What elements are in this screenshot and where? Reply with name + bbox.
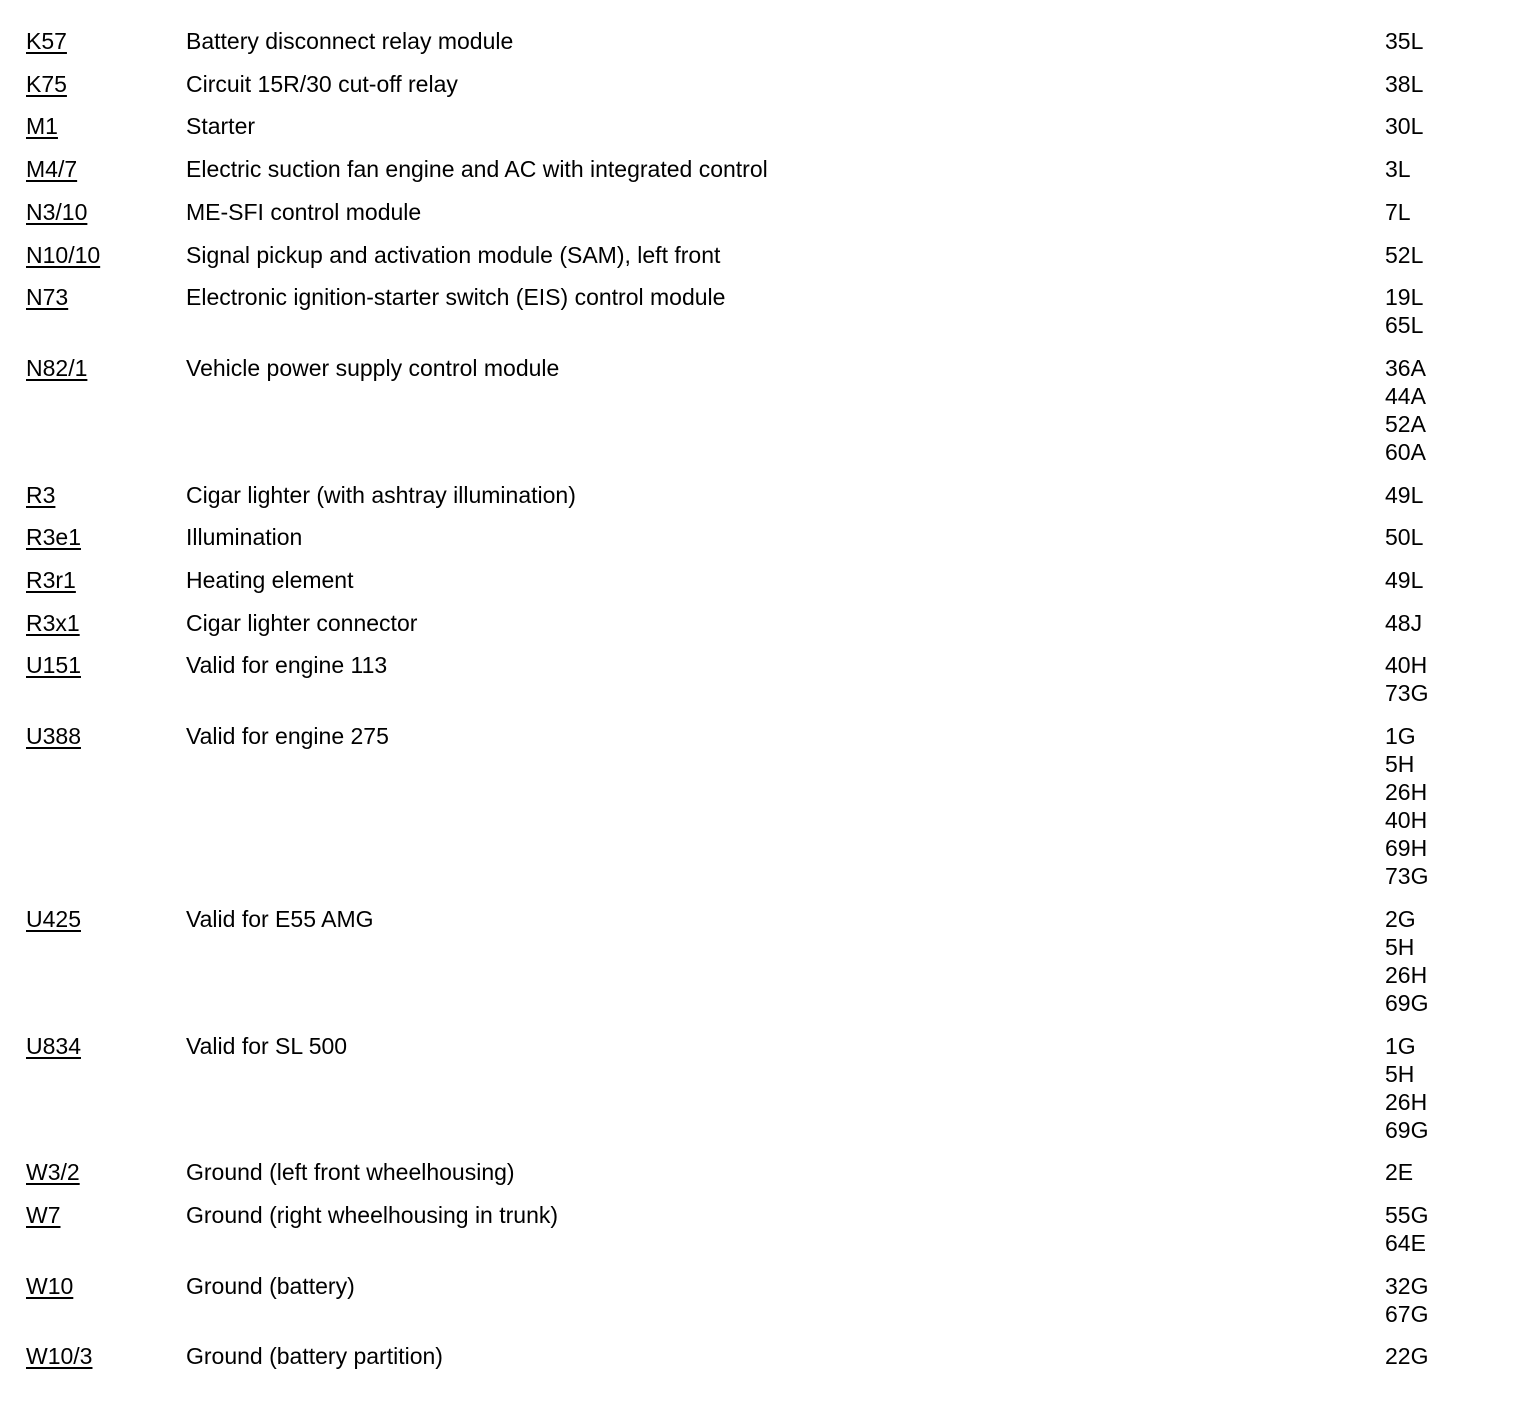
component-description: Electronic ignition-starter switch (EIS) control module [186, 284, 726, 311]
component-code-link[interactable]: M1 [26, 113, 58, 140]
grid-reference: 1G [1385, 1032, 1416, 1059]
component-code-link[interactable]: W3/2 [26, 1159, 80, 1186]
grid-reference: 73G [1385, 863, 1429, 890]
component-code-link[interactable]: N10/10 [26, 241, 101, 268]
component-code-link[interactable]: K75 [26, 70, 67, 97]
grid-reference-list [1385, 1158, 1413, 1186]
grid-reference-list [1385, 566, 1423, 594]
grid-reference: 48J [1385, 609, 1423, 636]
grid-reference: 44A [1385, 382, 1426, 409]
grid-reference: 26H [1385, 1088, 1428, 1115]
component-description: Ground (battery) [186, 1272, 355, 1299]
component-code-link[interactable]: U388 [26, 723, 81, 750]
component-code-link[interactable]: W7 [26, 1201, 61, 1228]
grid-reference: 73G [1385, 680, 1429, 707]
grid-reference: 36A [1385, 354, 1426, 381]
component-code-link[interactable]: M4/7 [26, 156, 78, 183]
grid-reference: 40H [1385, 652, 1428, 679]
grid-reference-list [1385, 1342, 1428, 1370]
grid-reference-list [1385, 354, 1426, 466]
component-code-link[interactable]: N73 [26, 284, 69, 311]
grid-reference: 35L [1385, 28, 1424, 54]
component-code-link[interactable]: R3 [26, 481, 56, 508]
grid-reference: 38L [1385, 70, 1424, 97]
grid-reference: 52L [1385, 241, 1424, 268]
grid-reference-list [1385, 283, 1423, 339]
component-code-link[interactable]: U834 [26, 1032, 81, 1059]
grid-reference-list [1385, 198, 1411, 226]
component-description: Valid for E55 AMG [186, 905, 374, 932]
grid-reference: 55G [1385, 1201, 1429, 1228]
grid-reference: 67G [1385, 1300, 1429, 1327]
component-description: Battery disconnect relay module [186, 28, 514, 54]
component-description: Electric suction fan engine and AC with integrated control [186, 156, 768, 183]
component-description: Heating element [186, 567, 354, 593]
component-description: Ground (left front wheelhousing) [186, 1159, 515, 1186]
grid-reference-list [1385, 241, 1423, 269]
grid-reference: 3L [1385, 156, 1411, 183]
grid-reference-list [1385, 1272, 1428, 1328]
grid-reference: 5H [1385, 933, 1415, 960]
component-description: Valid for SL 500 [186, 1032, 348, 1059]
grid-reference-list [1385, 155, 1411, 183]
component-code-link[interactable]: U151 [26, 652, 81, 679]
grid-reference: 65L [1385, 312, 1424, 339]
component-description: Vehicle power supply control module [186, 354, 560, 381]
grid-reference: 32G [1385, 1272, 1429, 1299]
component-description: Ground (battery partition) [186, 1343, 443, 1370]
grid-reference-list [1385, 70, 1423, 98]
grid-reference: 30L [1385, 113, 1424, 140]
grid-reference: 7L [1385, 198, 1411, 225]
component-description: ME-SFI control module [186, 198, 422, 225]
component-code-link[interactable]: K57 [26, 28, 67, 54]
component-code-link[interactable]: W10 [26, 1272, 74, 1299]
grid-reference-list [1385, 609, 1422, 637]
component-description: Valid for engine 275 [186, 723, 389, 750]
component-code-link[interactable]: R3e1 [26, 524, 81, 551]
grid-reference: 52A [1385, 410, 1426, 437]
component-description: Starter [186, 113, 256, 140]
grid-reference: 64E [1385, 1229, 1426, 1256]
grid-reference-list [1385, 1032, 1428, 1144]
grid-reference: 69H [1385, 835, 1428, 862]
component-code-link[interactable]: R3r1 [26, 567, 76, 593]
grid-reference: 2G [1385, 905, 1416, 932]
component-code-link[interactable]: U425 [26, 905, 81, 932]
grid-reference: 26H [1385, 779, 1428, 806]
grid-reference-list [1385, 651, 1428, 707]
grid-reference: 69G [1385, 1116, 1429, 1143]
component-description: Illumination [186, 524, 303, 551]
grid-reference: 2E [1385, 1159, 1414, 1186]
grid-reference-list [1385, 1201, 1428, 1257]
grid-reference-list [1385, 523, 1423, 551]
grid-reference: 50L [1385, 524, 1424, 551]
grid-reference: 49L [1385, 567, 1424, 593]
component-description: Cigar lighter (with ashtray illumination) [186, 481, 576, 508]
grid-reference: 69G [1385, 989, 1429, 1016]
grid-reference: 40H [1385, 807, 1428, 834]
grid-reference-list [1385, 112, 1423, 140]
component-code-link[interactable]: R3x1 [26, 609, 80, 636]
component-code-link[interactable]: N3/10 [26, 198, 88, 225]
component-description: Ground (right wheelhousing in trunk) [186, 1201, 559, 1228]
grid-reference-list [1385, 27, 1423, 55]
grid-reference: 5H [1385, 1060, 1415, 1087]
grid-reference-list [1385, 481, 1423, 509]
component-description: Cigar lighter connector [186, 609, 418, 636]
component-description: Circuit 15R/30 cut-off relay [186, 70, 458, 97]
grid-reference: 22G [1385, 1343, 1429, 1370]
component-description: Valid for engine 113 [186, 652, 388, 679]
component-code-link[interactable]: W10/3 [26, 1343, 93, 1370]
grid-reference: 5H [1385, 751, 1415, 778]
grid-reference-list [1385, 722, 1428, 890]
grid-reference: 60A [1385, 438, 1426, 465]
grid-reference: 19L [1385, 284, 1424, 311]
grid-reference: 26H [1385, 961, 1428, 988]
component-description: Signal pickup and activation module (SAM), left front [186, 241, 721, 268]
grid-reference: 1G [1385, 723, 1416, 750]
component-code-link[interactable]: N82/1 [26, 354, 88, 381]
grid-reference-list [1385, 905, 1428, 1017]
grid-reference: 49L [1385, 481, 1424, 508]
